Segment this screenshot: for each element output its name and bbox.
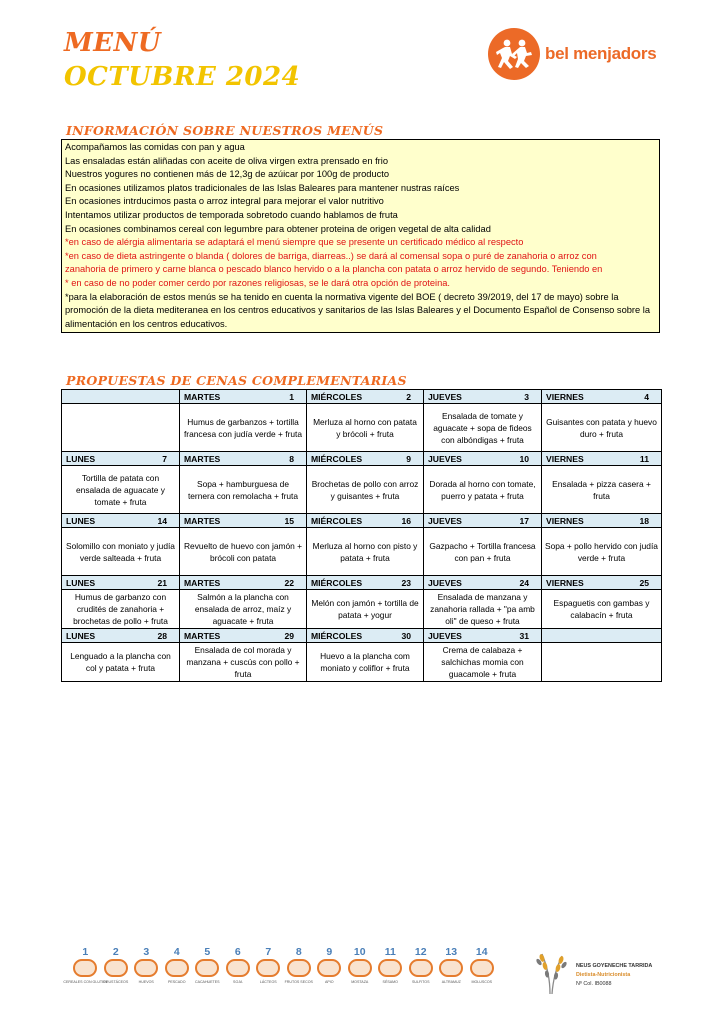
dish-cell: Huevo a la plancha com moniato y coliflor + fruta	[307, 643, 424, 682]
allergen-number: 7	[265, 946, 272, 958]
day-header-cell	[307, 452, 424, 466]
week-dish-row	[62, 590, 662, 629]
day-name: VIERNES	[546, 515, 584, 526]
sulphites-icon	[409, 959, 433, 977]
month-title: OCTUBRE 2024	[64, 62, 301, 92]
cereals-icon	[73, 959, 97, 977]
day-number: 14	[157, 515, 167, 526]
day-header-cell	[307, 576, 424, 590]
week-header-row	[62, 629, 662, 643]
dish-cell: Sopa + hamburguesa de ternera con remolacha + fruta	[180, 466, 307, 514]
day-name: MIÉRCOLES	[311, 577, 363, 588]
dish-cell	[542, 643, 662, 682]
allergen-number: 12	[414, 946, 427, 958]
day-header-cell	[424, 514, 542, 528]
day-header-cell	[180, 576, 307, 590]
dish-cell: Brochetas de pollo con arroz y guisantes + fruta	[307, 466, 424, 514]
day-name: MIÉRCOLES	[311, 630, 363, 641]
allergen-label: FRUTOS SECOS	[284, 980, 313, 984]
allergen-item	[314, 946, 345, 984]
day-number: 24	[519, 577, 529, 588]
day-header-cell	[424, 629, 542, 643]
allergen-legend	[63, 946, 497, 984]
info-line: En ocasiones utilizamos platos tradicionales de las Islas Baleares para mantener nustras raíces	[65, 182, 460, 193]
day-name: JUEVES	[428, 515, 462, 526]
week-dish-row	[62, 528, 662, 576]
day-number: 3	[524, 391, 529, 402]
logo-text: bel menjadors	[545, 44, 657, 63]
bel-menjadors-logo	[488, 28, 656, 80]
info-line: Intentamos utilizar productos de temporada sobretodo cuando hablamos de fruta	[65, 209, 398, 220]
dish-cell	[62, 404, 180, 452]
day-number: 28	[157, 630, 167, 641]
allergen-item	[101, 946, 132, 984]
day-name: LUNES	[66, 630, 96, 641]
week-dish-row	[62, 404, 662, 452]
dish-cell: Crema de calabaza + salchichas momia con guacamole + fruta	[424, 643, 542, 682]
allergen-number: 10	[353, 946, 366, 958]
day-header-cell	[542, 390, 662, 404]
day-header-cell	[542, 576, 662, 590]
mustard-icon	[348, 959, 372, 977]
day-header-cell	[62, 390, 180, 404]
day-name: MARTES	[184, 391, 221, 402]
dietitian-registration: Nº Col. IB0088	[576, 981, 612, 987]
week-header-row	[62, 514, 662, 528]
day-name: MIÉRCOLES	[311, 391, 363, 402]
dish-cell: Guisantes con patata y huevo duro + fruta	[542, 404, 662, 452]
pork-note: * en caso de no poder comer cerdo por razones religiosas, se le dará otra opción de proteina.	[65, 277, 451, 288]
day-header-cell	[62, 452, 180, 466]
allergen-label: HUEVOS	[138, 980, 154, 984]
allergen-item	[345, 946, 376, 984]
allergen-label: PESCADO	[167, 980, 186, 984]
week-dish-row	[62, 643, 662, 682]
allergen-number: 6	[234, 946, 241, 958]
day-name: MARTES	[184, 453, 221, 464]
day-name: LUNES	[66, 577, 96, 588]
dish-cell: Ensalada + pizza casera + fruta	[542, 466, 662, 514]
allergen-number: 2	[112, 946, 119, 958]
allergen-item	[162, 946, 193, 984]
day-name: JUEVES	[428, 453, 462, 464]
running-kids-icon	[488, 28, 540, 80]
allergen-number: 14	[475, 946, 488, 958]
dish-cell: Lenguado a la plancha con col y patata + fruta	[62, 643, 180, 682]
allergen-item	[406, 946, 437, 984]
info-box	[61, 139, 660, 333]
day-number: 11	[639, 453, 649, 464]
allergen-number: 1	[82, 946, 89, 958]
dish-cell: Tortilla de patata con ensalada de aguacate y tomate + fruta	[62, 466, 180, 514]
menu-title: MENÚ	[64, 28, 162, 58]
allergen-item	[253, 946, 284, 984]
day-name: VIERNES	[546, 391, 584, 402]
peanuts-icon	[195, 959, 219, 977]
day-header-cell	[307, 390, 424, 404]
dietitian-signature	[528, 946, 668, 996]
allergen-number: 3	[143, 946, 150, 958]
fish-icon	[165, 959, 189, 977]
allergen-label: CACAHUETES	[194, 980, 220, 984]
allergen-item	[284, 946, 315, 984]
day-name: MARTES	[184, 630, 221, 641]
day-header-cell	[542, 629, 662, 643]
allergen-number: 5	[204, 946, 211, 958]
allergen-label: LÁCTEOS	[259, 980, 277, 984]
day-number: 17	[519, 515, 529, 526]
day-number: 2	[406, 391, 411, 402]
allergen-item	[131, 946, 162, 984]
day-header-cell	[180, 514, 307, 528]
info-line: Acompañamos las comidas con pan y agua	[65, 142, 245, 152]
week-dish-row	[62, 466, 662, 514]
day-number: 31	[519, 630, 529, 641]
info-line: En ocasiones combinamos cereal con legumbre para obtener proteina de origen vegetal de alta calidad	[65, 223, 491, 234]
day-number: 16	[401, 515, 411, 526]
crustaceans-icon	[104, 959, 128, 977]
info-line: Nuestros yogures no contienen más de 12,3g de azúicar por 100g de producto	[65, 169, 390, 180]
day-header-cell	[62, 514, 180, 528]
week-header-row	[62, 452, 662, 466]
week-header-row	[62, 390, 662, 404]
allergen-number: 13	[445, 946, 458, 958]
day-number: 23	[401, 577, 411, 588]
day-header-cell	[307, 629, 424, 643]
day-header-cell	[424, 452, 542, 466]
soy-icon	[226, 959, 250, 977]
day-number: 25	[639, 577, 649, 588]
dish-cell: Ensalada de col morada y manzana + cuscús con pollo + fruta	[180, 643, 307, 682]
allergen-number: 11	[384, 946, 396, 958]
day-header-cell	[62, 576, 180, 590]
week-header-row	[62, 576, 662, 590]
day-number: 21	[157, 577, 167, 588]
diet-note: *en caso de dieta astringente o blanda ( dolores de barriga, diarreas..) se dará al comensal sopa o puré de zanahoria o arroz con	[65, 250, 597, 261]
dish-cell: Melón con jamón + tortilla de patata + yogur	[307, 590, 424, 629]
dinner-table	[61, 389, 662, 682]
dinner-section-title: PROPUESTAS DE CENAS COMPLEMENTARIAS	[66, 373, 407, 388]
dish-cell: Humus de garbanzo con crudités de zanahoria + brochetas de pollo + fruta	[62, 590, 180, 629]
dish-cell: Revuelto de huevo con jamón + brócoli con patata	[180, 528, 307, 576]
info-line: Las ensaladas están aliñadas con aceite de oliva virgen extra prensado en frio	[65, 155, 389, 166]
dish-cell: Humus de garbanzos + tortilla francesa con judía verde + fruta	[180, 404, 307, 452]
allergen-label: MOSTAZA	[351, 980, 369, 984]
nuts-icon	[287, 959, 311, 977]
allergen-label: APIO	[324, 980, 334, 984]
day-number: 7	[162, 453, 167, 464]
day-number: 4	[644, 391, 649, 402]
day-name: JUEVES	[428, 391, 462, 402]
day-name: LUNES	[66, 515, 96, 526]
day-number: 30	[401, 630, 411, 641]
day-name: JUEVES	[428, 630, 462, 641]
dietitian-name: NEUS GOYENECHE TARRIDA	[576, 963, 653, 969]
allergen-item	[375, 946, 406, 984]
day-number: 18	[639, 515, 649, 526]
allergen-item	[223, 946, 254, 984]
day-header-cell	[180, 452, 307, 466]
celery-icon	[317, 959, 341, 977]
day-header-cell	[307, 514, 424, 528]
allergen-label: ALTRAMUZ	[441, 980, 461, 984]
dietitian-title: Dietista-Nutricionista	[576, 972, 631, 978]
allergen-label: MOLUSCOS	[471, 980, 493, 984]
allergen-number: 9	[326, 946, 333, 958]
allergen-label: SÉSAMO	[382, 980, 398, 984]
day-number: 22	[284, 577, 294, 588]
day-header-cell	[542, 514, 662, 528]
dish-cell: Merluza al horno con pisto y patata + fruta	[307, 528, 424, 576]
allergy-note: *en caso de alérgia alimentaria se adaptará el menú siempre que se presente un certificado médico al respecto	[65, 237, 524, 248]
dish-cell: Ensalada de tomate y aguacate + sopa de fideos con albóndigas + fruta	[424, 404, 542, 452]
allergen-label: SULFITOS	[411, 980, 430, 984]
lupin-icon	[439, 959, 463, 977]
day-number: 9	[406, 453, 411, 464]
wheat-logo-icon	[528, 946, 574, 996]
day-header-cell	[180, 390, 307, 404]
day-number: 1	[289, 391, 294, 402]
dish-cell: Gazpacho + Tortilla francesa con pan + fruta	[424, 528, 542, 576]
allergen-label: SOJA	[233, 980, 243, 984]
day-name: MIÉRCOLES	[311, 515, 363, 526]
day-name: MARTES	[184, 577, 221, 588]
day-number: 8	[289, 453, 294, 464]
allergen-item	[192, 946, 223, 984]
info-line: En ocasiones intrducimos pasta o arroz integral para mejorar el valor nutritivo	[65, 196, 384, 207]
day-header-cell	[424, 576, 542, 590]
allergen-number: 8	[295, 946, 302, 958]
day-name: MIÉRCOLES	[311, 453, 363, 464]
day-header-cell	[62, 629, 180, 643]
dish-cell: Dorada al horno con tomate, puerro y patata + fruta	[424, 466, 542, 514]
boe-note: *para la elaboración de estos menús se ha tenido en cuenta la normativa vigente del BOE ( decreto 39/2019, del 17 de mayo) sobre la promoción de la dieta mediteranea en los centros educativos y sanitarios de las Islas Baleares y el Documento Español de Consenso sobre la alimentación en los centros educativos.	[65, 291, 651, 329]
day-name: LUNES	[66, 453, 96, 464]
dish-cell: Sopa + pollo hervido con judía verde + fruta	[542, 528, 662, 576]
info-section-title: INFORMACIÓN SOBRE NUESTROS MENÚS	[66, 123, 384, 138]
eggs-icon	[134, 959, 158, 977]
day-header-cell	[424, 390, 542, 404]
day-header-cell	[542, 452, 662, 466]
allergen-label: CRUSTÁCEOS	[103, 980, 129, 984]
allergen-number: 4	[173, 946, 180, 958]
day-number: 10	[519, 453, 529, 464]
dish-cell: Merluza al horno con patata y brócoli + fruta	[307, 404, 424, 452]
allergen-label: CEREALES CON GLUTEN	[63, 980, 108, 984]
dish-cell: Salmón a la plancha con ensalada de arroz, maíz y aguacate + fruta	[180, 590, 307, 629]
diet-note: zanahoria de primero y carne blanca o pescado blanco hervido o a la plancha con patata o arroz hervido de segundo. Teniendo en	[65, 264, 603, 275]
dish-cell: Ensalada de manzana y zanahoria rallada + "pa amb oli" de queso + fruta	[424, 590, 542, 629]
allergen-item	[436, 946, 467, 984]
allergen-item	[63, 946, 108, 984]
day-name: VIERNES	[546, 577, 584, 588]
day-number: 29	[284, 630, 294, 641]
day-header-cell	[180, 629, 307, 643]
day-number: 15	[284, 515, 294, 526]
day-name: VIERNES	[546, 453, 584, 464]
dairy-icon	[256, 959, 280, 977]
day-name: JUEVES	[428, 577, 462, 588]
allergen-item	[467, 946, 498, 984]
dish-cell: Espaguetis con gambas y calabacín + fruta	[542, 590, 662, 629]
sesame-icon	[378, 959, 402, 977]
dish-cell: Solomillo con moniato y judía verde salteada + fruta	[62, 528, 180, 576]
molluscs-icon	[470, 959, 494, 977]
day-name: MARTES	[184, 515, 221, 526]
